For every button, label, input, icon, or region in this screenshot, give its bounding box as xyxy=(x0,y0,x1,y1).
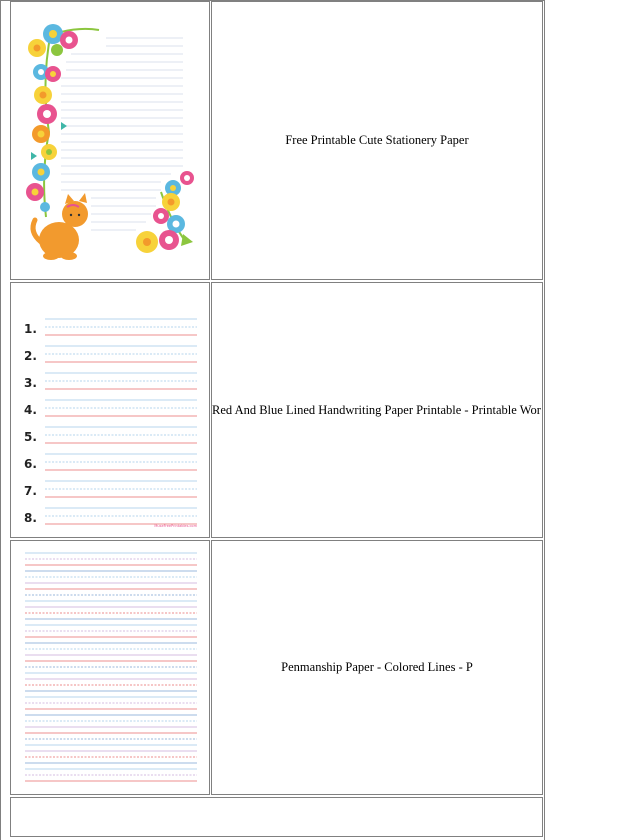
thumbnail-cute-stationery[interactable] xyxy=(10,1,210,280)
result-title[interactable]: Penmanship Paper - Colored Lines - P xyxy=(281,660,473,674)
result-title-cell[interactable] xyxy=(211,540,543,795)
watermark: MuseFreePrintables.com xyxy=(154,524,197,528)
line-number: 8. xyxy=(24,511,37,525)
line-number: 5. xyxy=(24,430,37,444)
thumbnail-penmanship-paper[interactable] xyxy=(10,540,210,795)
line-number: 6. xyxy=(24,457,37,471)
result-title-cell[interactable] xyxy=(211,282,543,538)
result-title-cell[interactable] xyxy=(211,1,543,280)
next-result-row xyxy=(10,797,543,837)
handwriting-lined-paper-image xyxy=(11,283,209,537)
penmanship-colored-lines-image xyxy=(11,541,209,794)
thumbnail-handwriting-paper[interactable] xyxy=(10,282,210,538)
line-number: 1. xyxy=(24,322,37,336)
line-number: 3. xyxy=(24,376,37,390)
stationery-flowers-cat-image xyxy=(11,2,209,279)
result-title[interactable]: Red And Blue Lined Handwriting Paper Printable - Printable Wor xyxy=(212,402,541,417)
result-title[interactable]: Free Printable Cute Stationery Paper xyxy=(285,133,469,147)
line-number: 7. xyxy=(24,484,37,498)
line-number: 2. xyxy=(24,349,37,363)
line-number: 4. xyxy=(24,403,37,417)
